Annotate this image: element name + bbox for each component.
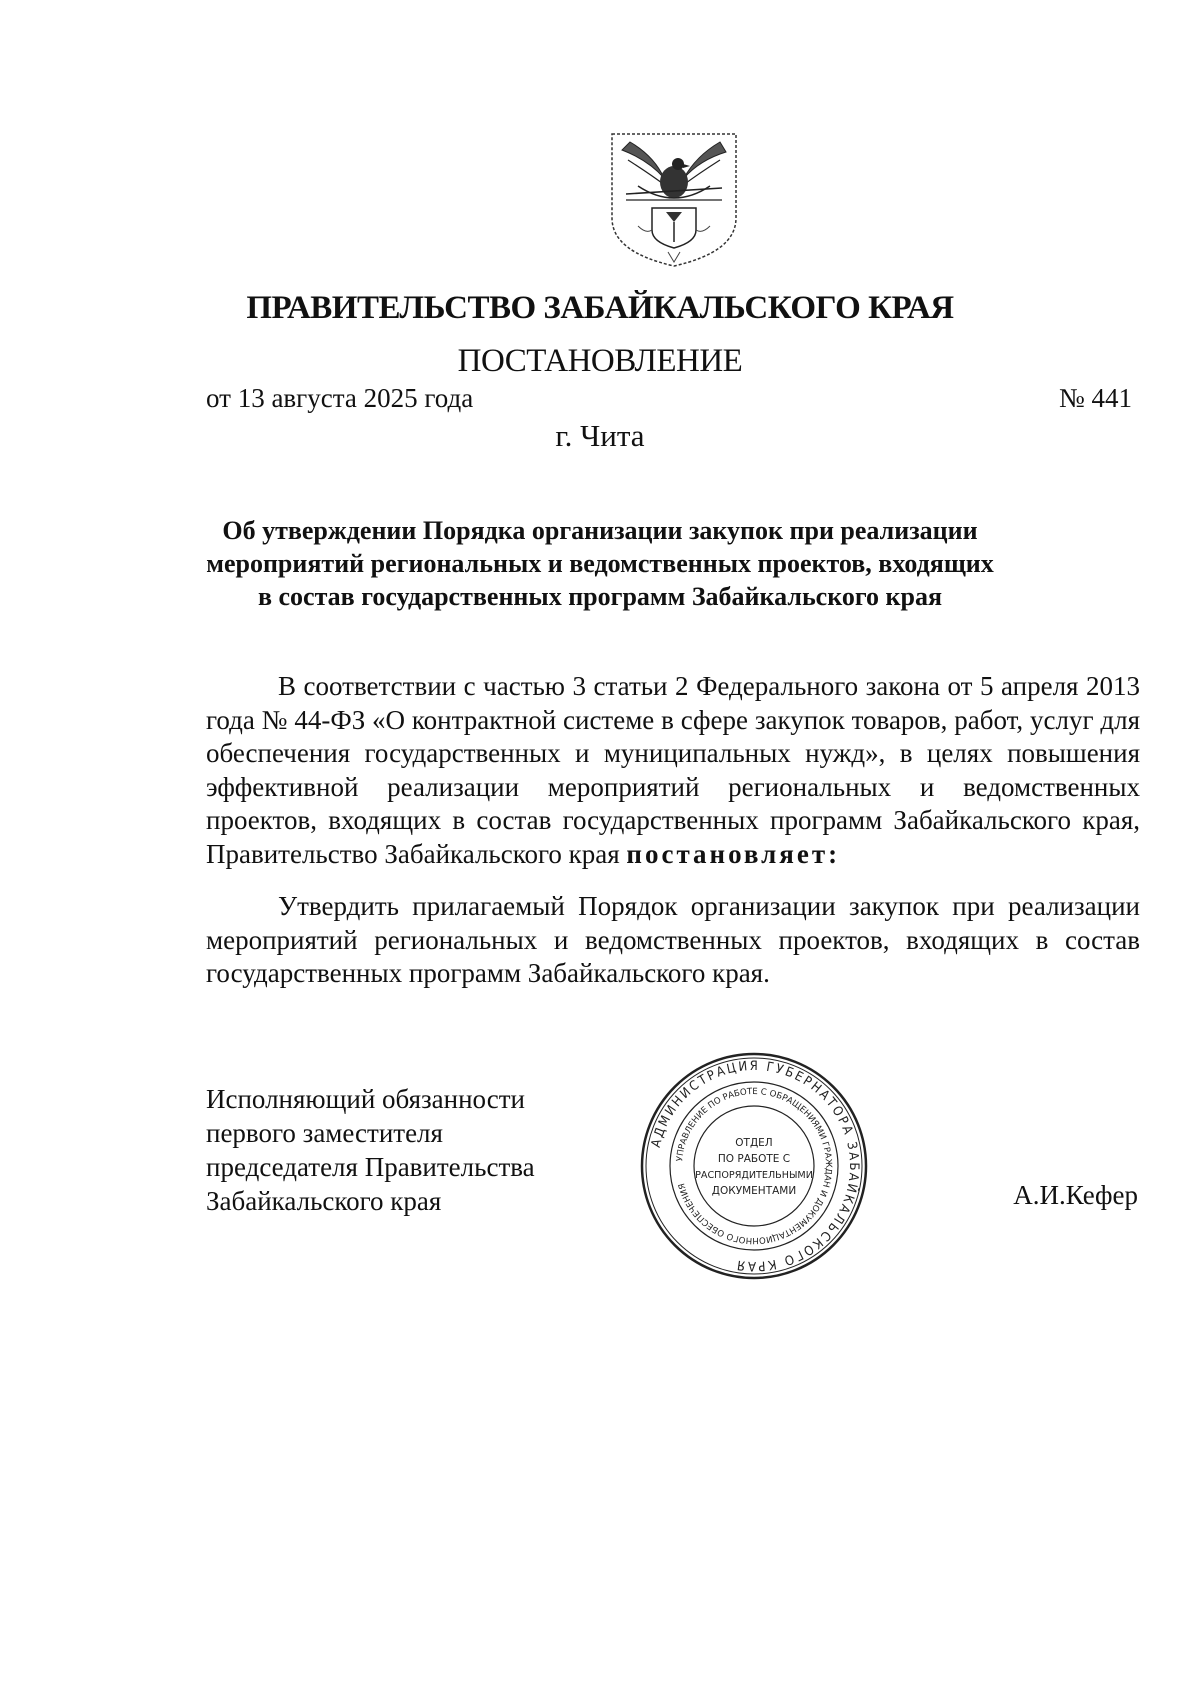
signatory-name: А.И.Кефер [1013,1180,1138,1210]
government-title: ПРАВИТЕЛЬСТВО ЗАБАЙКАЛЬСКОГО КРАЯ [246,290,954,326]
document-city: г. Чита [555,418,645,453]
position-line: Забайкальского края [206,1186,442,1216]
document-number: № 441 [1058,383,1132,413]
subject-line: Об утверждении Порядка организации закупок при реализации [222,516,978,545]
position-line: председателя Правительства [206,1152,535,1182]
document-type: ПОСТАНОВЛЕНИЕ [457,343,743,379]
document-date: от 13 августа 2025 года [206,383,474,413]
body-paragraph-1 [206,670,1140,871]
official-seal-icon [638,1050,870,1282]
coat-of-arms-icon [608,130,740,270]
paragraph-text: В соответствии с частью 3 статьи 2 Федерального закона от 5 апреля 2013 года № 44-ФЗ «О контрактной системе в сфере закупок товаров, работ, услуг для обеспечения государственных и муниципальных нужд», в целях повышения эффективной реализации мероприятий региональных и ведомственных проектов, входящих в состав государственных программ Забайкальского края, Правительство Забайкальского края [206,671,1140,869]
stamp-center-line: ОТДЕЛ [735,1137,773,1149]
resolution-keyword: постановляет: [626,838,841,869]
stamp-inner-text: УПРАВЛЕНИЕ ПО РАБОТЕ С ОБРАЩЕНИЯМИ ГРАЖДАН И ДОКУМЕНТАЦИОННОГО ОБЕСПЕЧЕНИЯ [675,1086,834,1246]
body-paragraph-2 [206,890,1140,991]
position-line: Исполняющий обязанности [206,1084,525,1114]
document-subject [160,514,1040,613]
stamp-outer-text: АДМИНИСТРАЦИЯ ГУБЕРНАТОРА ЗАБАЙКАЛЬСКОГО КРАЯ [648,1058,862,1274]
signatory-position [206,1082,535,1218]
stamp-center-line: ПО РАБОТЕ С [717,1153,791,1165]
paragraph-text: Утвердить прилагаемый Порядок организации закупок при реализации мероприятий региональных и ведомственных проектов, входящих в состав государственных программ Забайкальского края. [206,891,1140,988]
subject-line: в состав государственных программ Забайкальского края [257,582,943,611]
stamp-center-line: РАСПОРЯДИТЕЛЬНЫМИ [695,1170,813,1181]
subject-line: мероприятий региональных и ведомственных проектов, входящих [206,549,994,578]
position-line: первого заместителя [206,1118,443,1148]
stamp-center-line: ДОКУМЕНТАМИ [711,1185,797,1197]
